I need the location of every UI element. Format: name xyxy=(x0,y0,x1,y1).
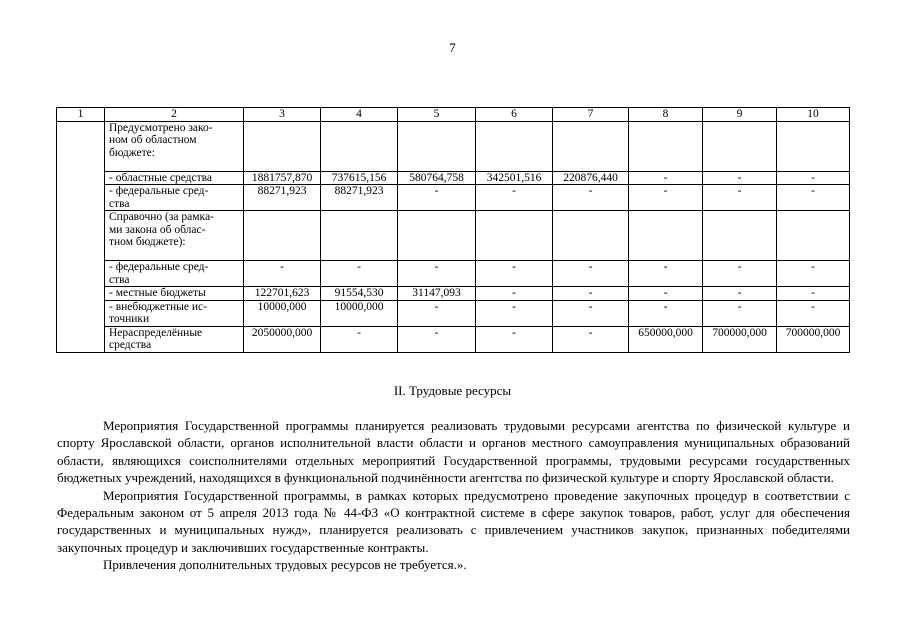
value-cell: - xyxy=(629,171,703,185)
value-cell xyxy=(629,211,703,261)
row-label: - местные бюджеты xyxy=(105,287,244,301)
table-row xyxy=(57,287,850,301)
section-title: II. Трудовые ресурсы xyxy=(393,383,512,398)
value-cell xyxy=(244,211,321,261)
value-cell: 737615,156 xyxy=(321,171,398,185)
value-cell: - xyxy=(398,326,476,352)
value-cell: - xyxy=(321,326,398,352)
table-row xyxy=(57,121,850,171)
value-cell xyxy=(321,121,398,171)
table-header-row xyxy=(57,108,850,122)
value-cell xyxy=(777,211,850,261)
value-cell: - xyxy=(398,261,476,287)
value-cell: - xyxy=(398,185,476,211)
value-cell: - xyxy=(777,185,850,211)
value-cell: 31147,093 xyxy=(398,287,476,301)
value-cell: - xyxy=(553,185,629,211)
column-header: 9 xyxy=(703,108,777,122)
column-header: 2 xyxy=(105,108,244,122)
value-cell xyxy=(553,211,629,261)
value-cell xyxy=(398,211,476,261)
value-cell xyxy=(703,211,777,261)
column-header: 4 xyxy=(321,108,398,122)
column-header: 3 xyxy=(244,108,321,122)
value-cell: - xyxy=(703,300,777,326)
value-cell: 88271,923 xyxy=(244,185,321,211)
value-cell: 2050000,000 xyxy=(244,326,321,352)
value-cell: 122701,623 xyxy=(244,287,321,301)
table-row xyxy=(57,171,850,185)
column-header: 7 xyxy=(553,108,629,122)
row-label: - областные средства xyxy=(105,171,244,185)
value-cell xyxy=(703,121,777,171)
row-label: - федеральные сред- ства xyxy=(105,261,244,287)
value-cell: - xyxy=(476,326,553,352)
value-cell: 700000,000 xyxy=(777,326,850,352)
page-number: 7 xyxy=(449,40,456,55)
value-cell: - xyxy=(777,261,850,287)
value-cell: 10000,000 xyxy=(321,300,398,326)
value-cell xyxy=(398,121,476,171)
value-cell: - xyxy=(476,287,553,301)
value-cell: - xyxy=(398,300,476,326)
column-header: 5 xyxy=(398,108,476,122)
row-label: Предусмотрено зако- ном об областном бюджете: xyxy=(105,121,244,171)
value-cell: - xyxy=(553,326,629,352)
value-cell: - xyxy=(553,261,629,287)
value-cell: 220876,440 xyxy=(553,171,629,185)
paragraph: Мероприятия Государственной программы планируется реализовать трудовыми ресурсами агентства по физической культуре и спорту Ярославской области, органов исполнительной власти области и органов местного самоуправления муниципальных образований области, являющихся соисполнителями отдельных мероприятий Государственной программы, трудовыми ресурсами государственных бюджетных учреждений, находящихся в функциональной подчинённости агентства по физической культуре и спорту Ярославской области. xyxy=(57,418,850,486)
table-row xyxy=(57,300,850,326)
value-cell: - xyxy=(629,287,703,301)
value-cell: - xyxy=(553,300,629,326)
column-header: 8 xyxy=(629,108,703,122)
value-cell xyxy=(553,121,629,171)
value-cell xyxy=(476,211,553,261)
value-cell: - xyxy=(244,261,321,287)
column-header: 1 xyxy=(57,108,105,122)
row-label: - внебюджетные ис- точники xyxy=(105,300,244,326)
value-cell: 342501,516 xyxy=(476,171,553,185)
value-cell: - xyxy=(476,261,553,287)
value-cell xyxy=(629,121,703,171)
table-row xyxy=(57,326,850,352)
row-label: Справочно (за рамка- ми закона об облас- тном бюджете): xyxy=(105,211,244,261)
budget-table xyxy=(56,107,850,353)
table-row xyxy=(57,211,850,261)
value-cell: - xyxy=(629,261,703,287)
row-number-cell xyxy=(57,121,105,352)
table-row xyxy=(57,185,850,211)
row-label: - федеральные сред- ства xyxy=(105,185,244,211)
value-cell: 1881757,870 xyxy=(244,171,321,185)
value-cell: - xyxy=(703,287,777,301)
value-cell: - xyxy=(777,171,850,185)
paragraph: Мероприятия Государственной программы, в рамках которых предусмотрено проведение закупочных процедур в соответствии с Федеральным законом от 5 апреля 2013 года № 44-ФЗ «О контрактной системе в сфере закупок товаров, работ, услуг для обеспечения государственных и муниципальных нужд», планируется реализовать с привлечением участников закупок, признанных победителями закупочных процедур и заключивших государственные контракты. xyxy=(57,487,850,555)
column-header: 6 xyxy=(476,108,553,122)
value-cell: 91554,530 xyxy=(321,287,398,301)
value-cell: - xyxy=(476,185,553,211)
value-cell: - xyxy=(703,185,777,211)
value-cell: - xyxy=(476,300,553,326)
value-cell xyxy=(476,121,553,171)
value-cell: - xyxy=(321,261,398,287)
value-cell xyxy=(244,121,321,171)
value-cell: - xyxy=(777,287,850,301)
value-cell xyxy=(321,211,398,261)
row-label: Нераспределённые средства xyxy=(105,326,244,352)
value-cell: - xyxy=(703,171,777,185)
column-header: 10 xyxy=(777,108,850,122)
value-cell: 88271,923 xyxy=(321,185,398,211)
body-text xyxy=(57,417,850,574)
value-cell: 10000,000 xyxy=(244,300,321,326)
value-cell: - xyxy=(629,300,703,326)
value-cell: - xyxy=(703,261,777,287)
value-cell: 700000,000 xyxy=(703,326,777,352)
paragraph: Привлечения дополнительных трудовых ресурсов не требуется.». xyxy=(103,557,467,573)
value-cell: - xyxy=(777,300,850,326)
value-cell: - xyxy=(629,185,703,211)
value-cell: 580764,758 xyxy=(398,171,476,185)
value-cell: - xyxy=(553,287,629,301)
table-row xyxy=(57,261,850,287)
value-cell: 650000,000 xyxy=(629,326,703,352)
value-cell xyxy=(777,121,850,171)
